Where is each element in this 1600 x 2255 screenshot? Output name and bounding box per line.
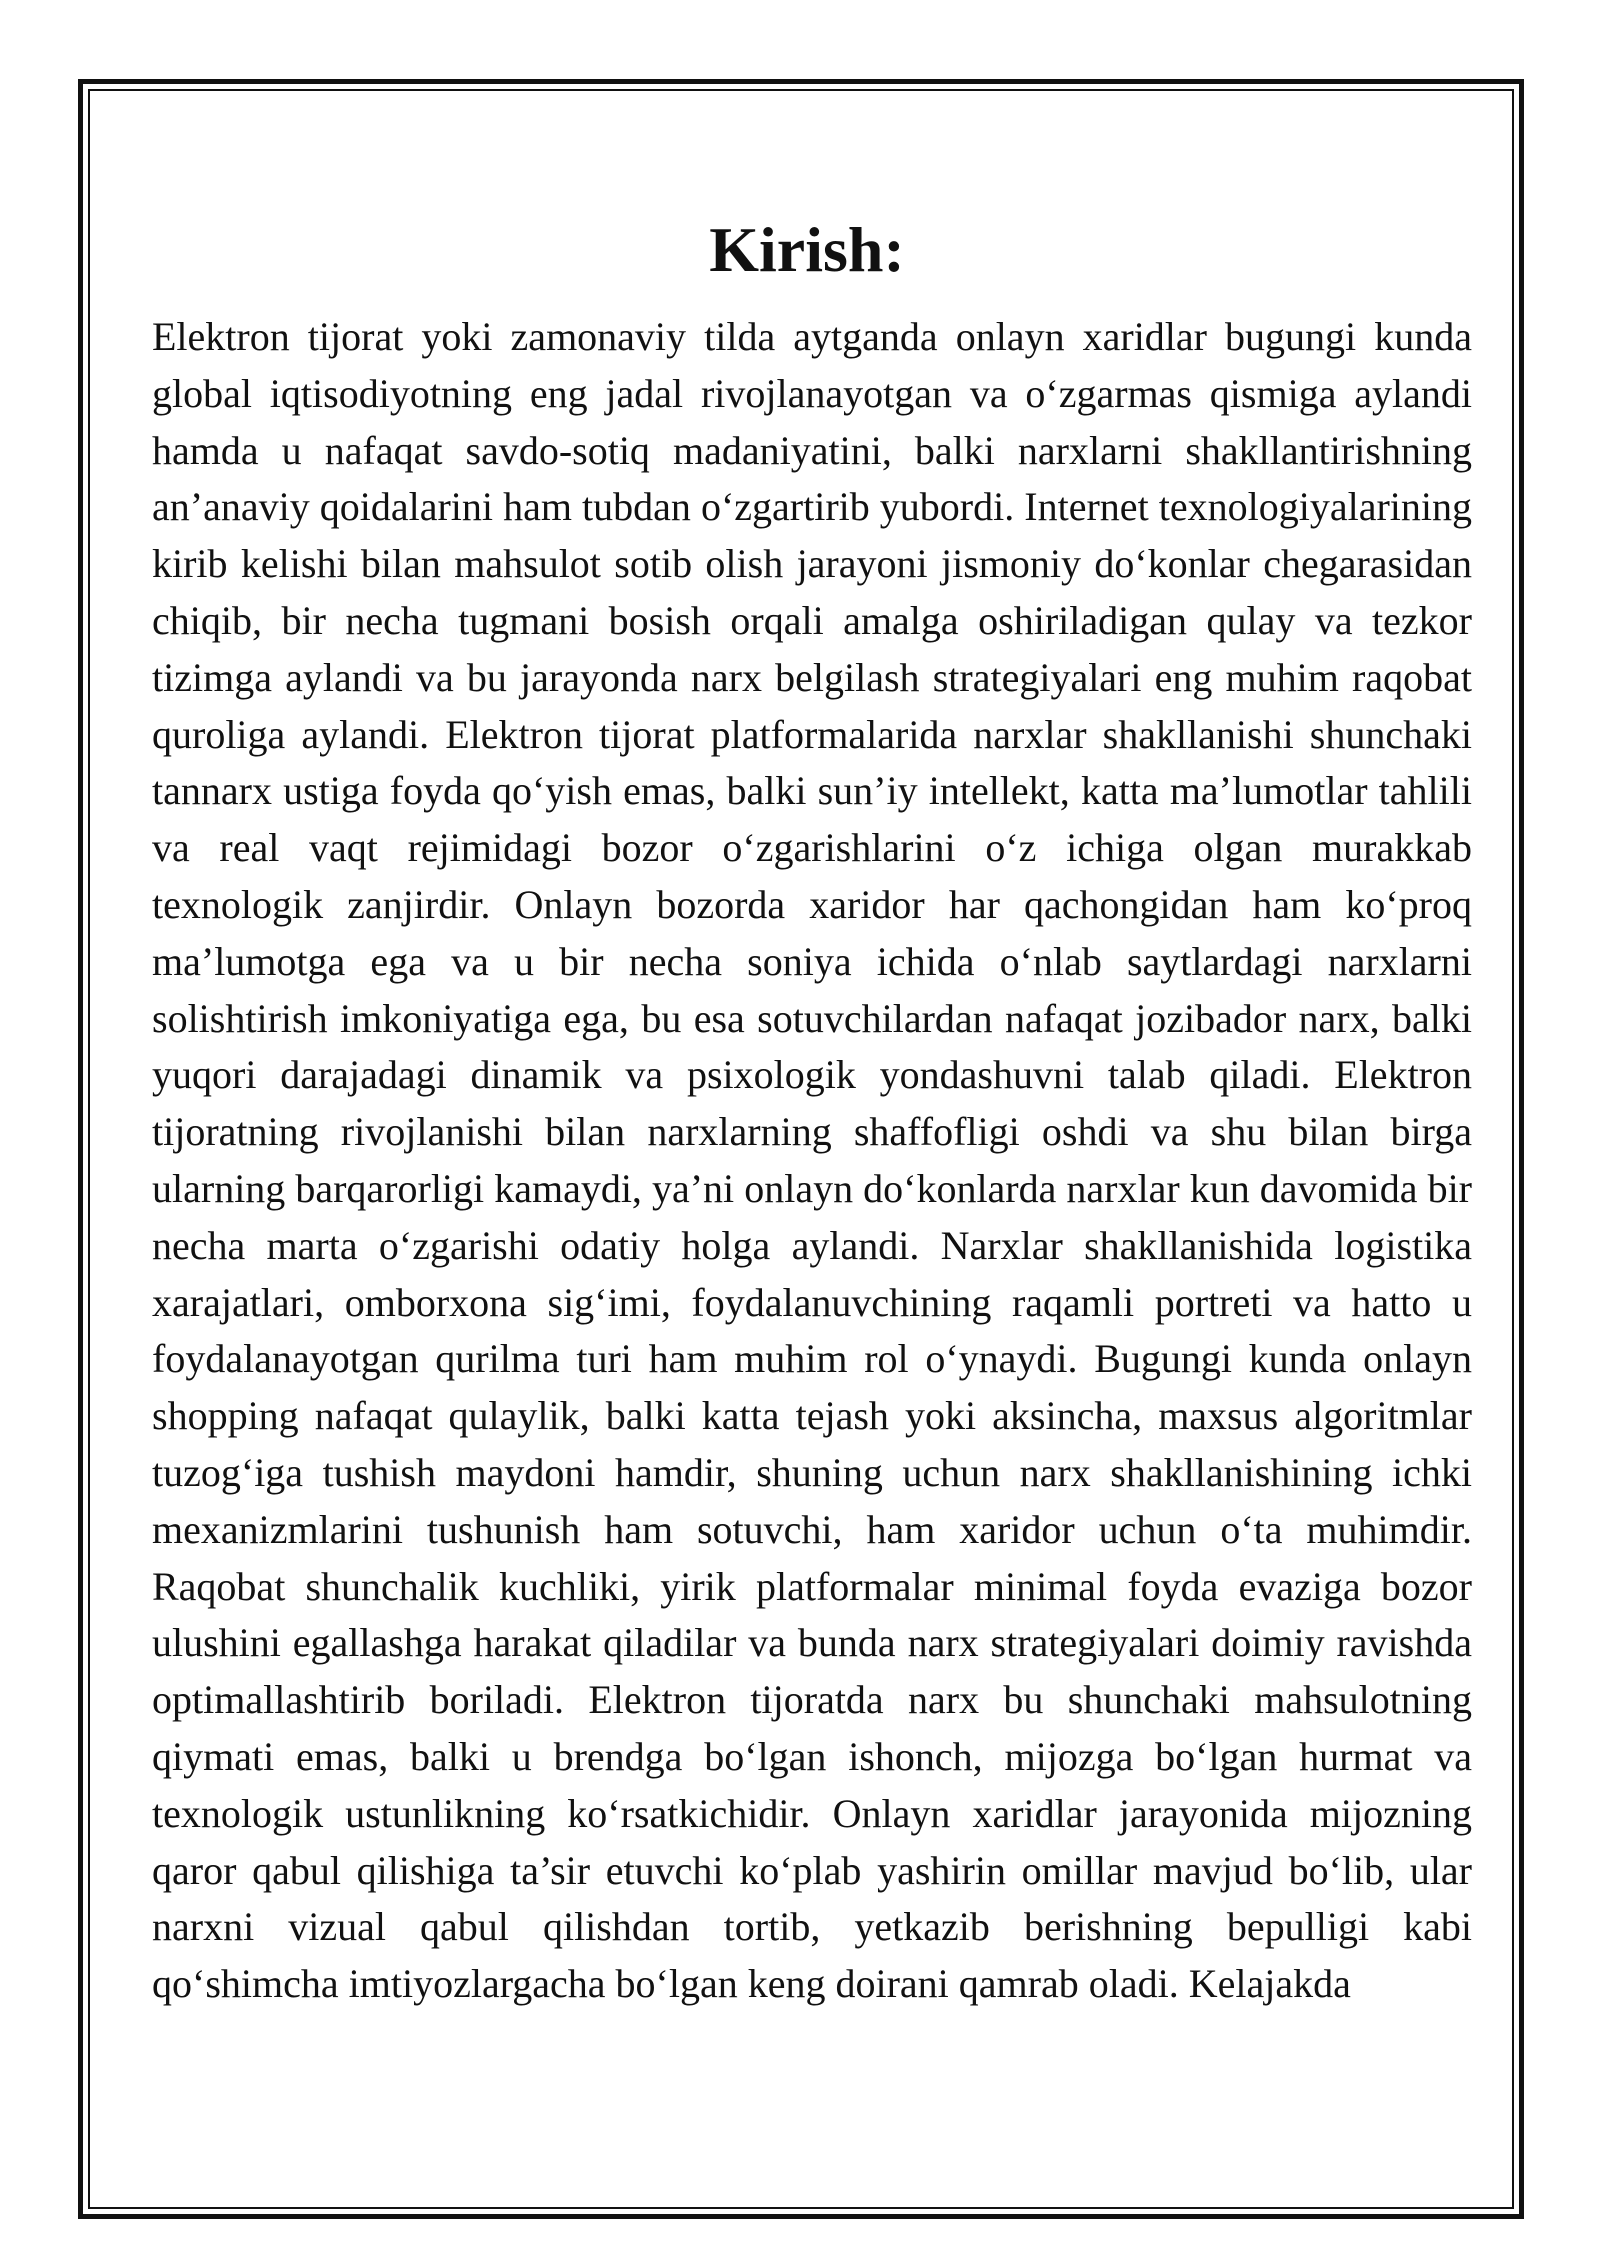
body-paragraph: Elektron tijorat yoki zamonaviy tilda aytganda onlayn xaridlar bugungi kunda global iqtisodiyotning eng jadal rivojlanayotgan va o‘zgarmas qismiga aylandi hamda u nafaqat savdo-sotiq madaniyatini, balki narxlarni shakllantirishning an’anaviy qoidalarini ham tubdan o‘zgartirib yubordi. Internet texnologiyalarining kirib kelishi bilan mahsulot sotib olish jarayoni jismoniy do‘konlar chegarasidan chiqib, bir necha tugmani bosish orqali amalga oshiriladigan qulay va tezkor tizimga aylandi va bu jarayonda narx belgilash strategiyalari eng muhim raqobat quroliga aylandi. Elektron tijorat platformalarida narxlar shakllanishi shunchaki tannarx ustiga foyda qo‘yish emas, balki sun’iy intellekt, katta ma’lumotlar tahlili va real vaqt rejimidagi bozor o‘zgarishlarini o‘z ichiga olgan murakkab texnologik zanjirdir. Onlayn bozorda xaridor har qachongidan ham ko‘proq ma’lumotga ega va u bir necha soniya ichida o‘nlab saytlardagi narxlarni solishtirish imkoniyatiga ega, bu esa sotuvchilardan nafaqat jozibador narx, balki yuqori darajadagi dinamik va psixologik yondashuvni talab qiladi. Elektron tijoratning rivojlanishi bilan narxlarning shaffofligi oshdi va shu bilan birga ularning barqarorligi kamaydi, ya’ni onlayn do‘konlarda narxlar kun davomida bir necha marta o‘zgarishi odatiy holga aylandi. Narxlar shakllanishida logistika xarajatlari, omborxona sig‘imi, foydalanuvchining raqamli portreti va hatto u foydalanayotgan qurilma turi ham muhim rol o‘ynaydi. Bugungi kunda onlayn shopping nafaqat qulaylik, balki katta tejash yoki aksincha, maxsus algoritmlar tuzog‘iga tushish maydoni hamdir, shuning uchun narx shakllanishining ichki mexanizmlarini tushunish ham sotuvchi, ham xaridor uchun o‘ta muhimdir. Raqobat shunchalik kuchliki, yirik platformalar minimal foyda evaziga bozor ulushini egallashga harakat qiladilar va bunda narx strategiyalari doimiy ravishda optimallashtirib boriladi. Elektron tijoratda narx bu shunchaki mahsulotning qiymati emas, balki u brendga bo‘lgan ishonch, mijozga bo‘lgan hurmat va texnologik ustunlikning ko‘rsatkichidir. Onlayn xaridlar jarayonida mijozning qaror qabul qilishiga ta’sir etuvchi ko‘plab yashirin omillar mavjud bo‘lib, ular narxni vizual qabul qilishdan tortib, yetkazib berishning bepulligi kabi qo‘shimcha imtiyozlargacha bo‘lgan keng doirani qamrab oladi. Kelajakda [152, 314, 1472, 2007]
page-content [152, 205, 1472, 2013]
page-title: Kirish: [709, 214, 905, 285]
